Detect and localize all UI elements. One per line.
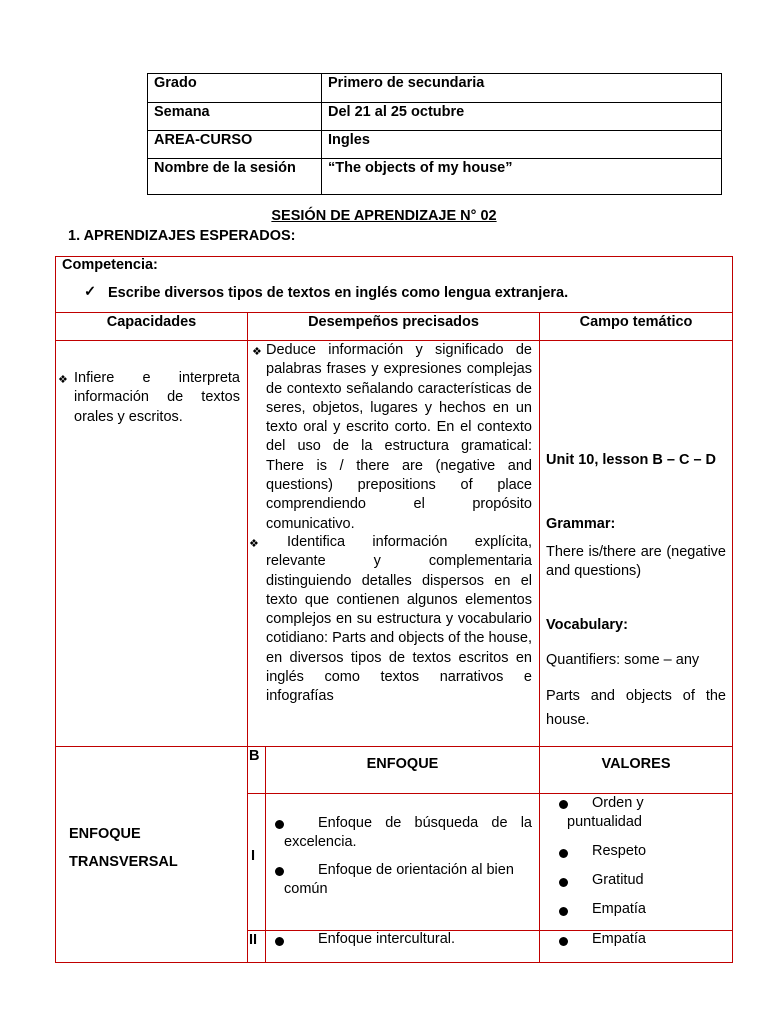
table-border	[55, 312, 733, 313]
column-b-label: B	[249, 748, 260, 764]
enfoque-item: Enfoque intercultural.	[318, 931, 456, 947]
valor-item: Orden y puntualidad	[567, 795, 644, 831]
grammar-label: Grammar:	[546, 516, 616, 532]
info-key: Grado	[148, 74, 322, 103]
table-border	[732, 256, 733, 963]
info-row	[148, 131, 722, 159]
vocabulary-label: Vocabulary:	[546, 617, 628, 633]
table-border	[55, 746, 733, 747]
vocabulary-item: Parts and objects of the house.	[546, 688, 726, 728]
info-key: Nombre de la sesión	[148, 159, 322, 195]
info-value: “The objects of my house”	[322, 159, 722, 195]
enfoque-item: Enfoque de orientación al bien común	[284, 862, 514, 898]
info-row	[148, 159, 722, 195]
diamond-bullet-icon: ❖	[58, 374, 68, 386]
enfoque-item: Enfoque de búsqueda de la excelencia.	[284, 815, 532, 851]
section-heading: 1. APRENDIZAJES ESPERADOS:	[68, 228, 296, 244]
info-key: Semana	[148, 103, 322, 131]
valor-item: Empatía	[592, 901, 646, 917]
info-value: Primero de secundaria	[322, 74, 722, 103]
bullet-dot-icon	[559, 849, 568, 858]
info-row	[148, 74, 722, 103]
info-table	[147, 73, 722, 195]
header-enfoque: ENFOQUE	[366, 756, 439, 772]
info-value: Ingles	[322, 131, 722, 159]
row-marker: II	[249, 932, 258, 948]
enfoque-transversal-label: ENFOQUE	[69, 826, 141, 842]
info-value: Del 21 al 25 octubre	[322, 103, 722, 131]
table-border	[539, 312, 540, 963]
bullet-dot-icon	[275, 820, 284, 829]
table-border	[247, 312, 248, 963]
row-marker: I	[251, 848, 256, 864]
table-border	[55, 256, 56, 963]
bullet-dot-icon	[275, 937, 284, 946]
header-campo: Campo temático	[579, 314, 693, 330]
competencia-text: Escribe diversos tipos de textos en inglés como lengua extranjera.	[108, 285, 569, 301]
table-border	[55, 962, 733, 963]
info-key: AREA-CURSO	[148, 131, 322, 159]
bullet-dot-icon	[559, 937, 568, 946]
bullet-dot-icon	[559, 907, 568, 916]
grammar-text: There is/there are (negative and questions)	[546, 544, 726, 580]
diamond-bullet-icon: ❖	[249, 538, 259, 550]
header-desempenos: Desempeños precisados	[308, 314, 479, 330]
info-row	[148, 103, 722, 131]
table-border	[265, 746, 266, 963]
bullet-dot-icon	[275, 867, 284, 876]
desempeno-item: Identifica información explícita, relevante y complementaria distinguiendo detalles dispersos en el texto que contienen algunos elementos complejos en su estructura y vocabulario cotidiano: Parts and objects of the house, en diversos tipos de textos escritos en inglés como textos narrativos e infografías	[266, 534, 533, 705]
capacidad-text: Infiere e interpreta información de textos orales y escritos.	[74, 370, 240, 425]
session-title: SESIÓN DE APRENDIZAJE N° 02	[271, 208, 497, 224]
campo-unit: Unit 10, lesson B – C – D	[546, 452, 717, 468]
enfoque-transversal-label: TRANSVERSAL	[69, 854, 178, 870]
valor-item: Respeto	[592, 843, 647, 859]
check-icon: ✓	[84, 284, 97, 300]
header-valores: VALORES	[601, 756, 671, 772]
desempeno-item: Deduce información y significado de palabras frases y expresiones complejas de contexto señalando características de seres, objetos, lugares y hechos en un texto oral y escrito corto. En el contexto del uso de la estructura gramatical: There is / there are (negative and questions) prepositions of place comprendiendo el propósito comunicativo.	[266, 342, 532, 532]
header-capacidades: Capacidades	[106, 314, 197, 330]
diamond-bullet-icon: ❖	[252, 346, 262, 358]
competencia-label: Competencia:	[62, 257, 158, 273]
bullet-dot-icon	[559, 878, 568, 887]
vocabulary-item: Quantifiers: some – any	[546, 652, 700, 668]
valor-item: Empatía	[592, 931, 646, 947]
valor-item: Gratitud	[592, 872, 644, 888]
